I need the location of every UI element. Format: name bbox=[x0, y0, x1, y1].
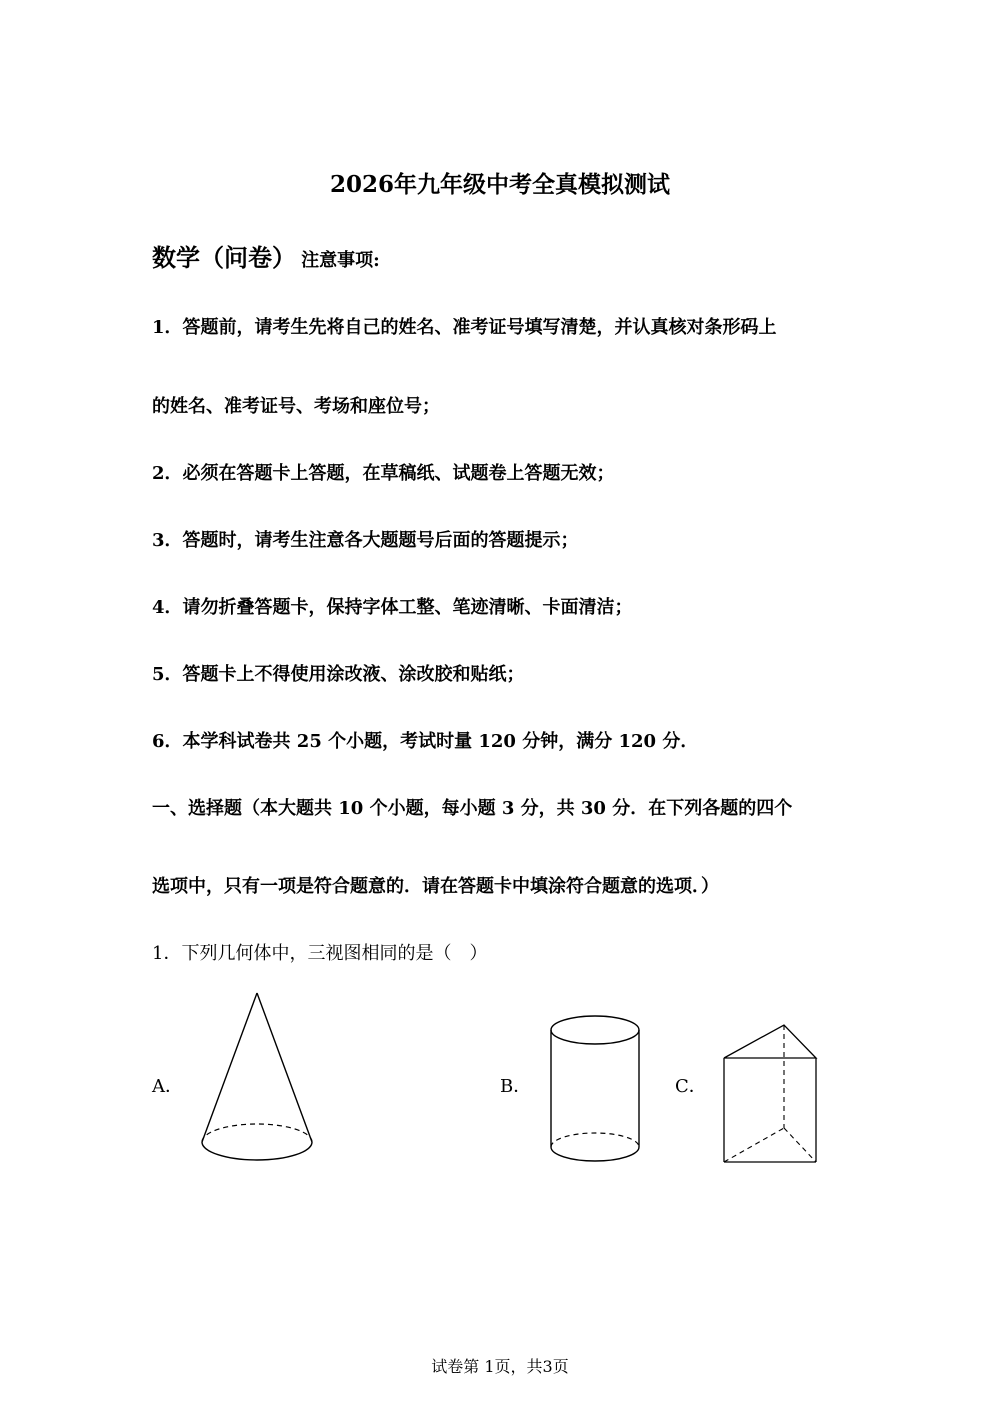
section-heading: 一、选择题（本大题共 10 个小题，每小题 3 分，共 30 分．在下列各题的四个 bbox=[152, 798, 793, 819]
notice-line: 3．答题时，请考生注意各大题题号后面的答题提示； bbox=[152, 530, 579, 551]
notice-line: 1．答题前，请考生先将自己的姓名、准考证号填写清楚，并认真核对条形码上 bbox=[152, 317, 777, 338]
section-heading: 选项中，只有一项是符合题意的．请在答题卡中填涂符合题意的选项．） bbox=[152, 876, 719, 897]
notice-line: 5．答题卡上不得使用涂改液、涂改胶和贴纸； bbox=[152, 664, 525, 685]
notice-line: 4．请勿折叠答题卡，保持字体工整、笔迹清晰、卡面清洁； bbox=[152, 597, 633, 618]
notice-line: 6．本学科试卷共 25 个小题，考试时量 120 分钟，满分 120 分． bbox=[152, 731, 699, 752]
subject-line bbox=[152, 238, 380, 273]
option-b-label: B． bbox=[500, 1076, 532, 1097]
notice-line: 的姓名、准考证号、考场和座位号； bbox=[152, 396, 440, 417]
option-a-label: A． bbox=[152, 1076, 183, 1097]
subject-heading: 数学（问卷） bbox=[152, 243, 296, 272]
question-text: 1．下列几何体中，三视图相同的是（ ） bbox=[152, 943, 488, 964]
page-title: 2026年九年级中考全真模拟测试 bbox=[329, 171, 670, 198]
cylinder-figure bbox=[546, 1012, 644, 1170]
notice-line: 2．必须在答题卡上答题，在草稿纸、试题卷上答题无效； bbox=[152, 463, 615, 484]
page-footer: 试卷第 1页，共3页 bbox=[431, 1357, 569, 1376]
notice-heading: 注意事项: bbox=[301, 250, 380, 271]
option-c-label: C． bbox=[675, 1076, 707, 1097]
cone-figure bbox=[196, 988, 318, 1168]
triangular-prism-figure bbox=[718, 1020, 822, 1168]
